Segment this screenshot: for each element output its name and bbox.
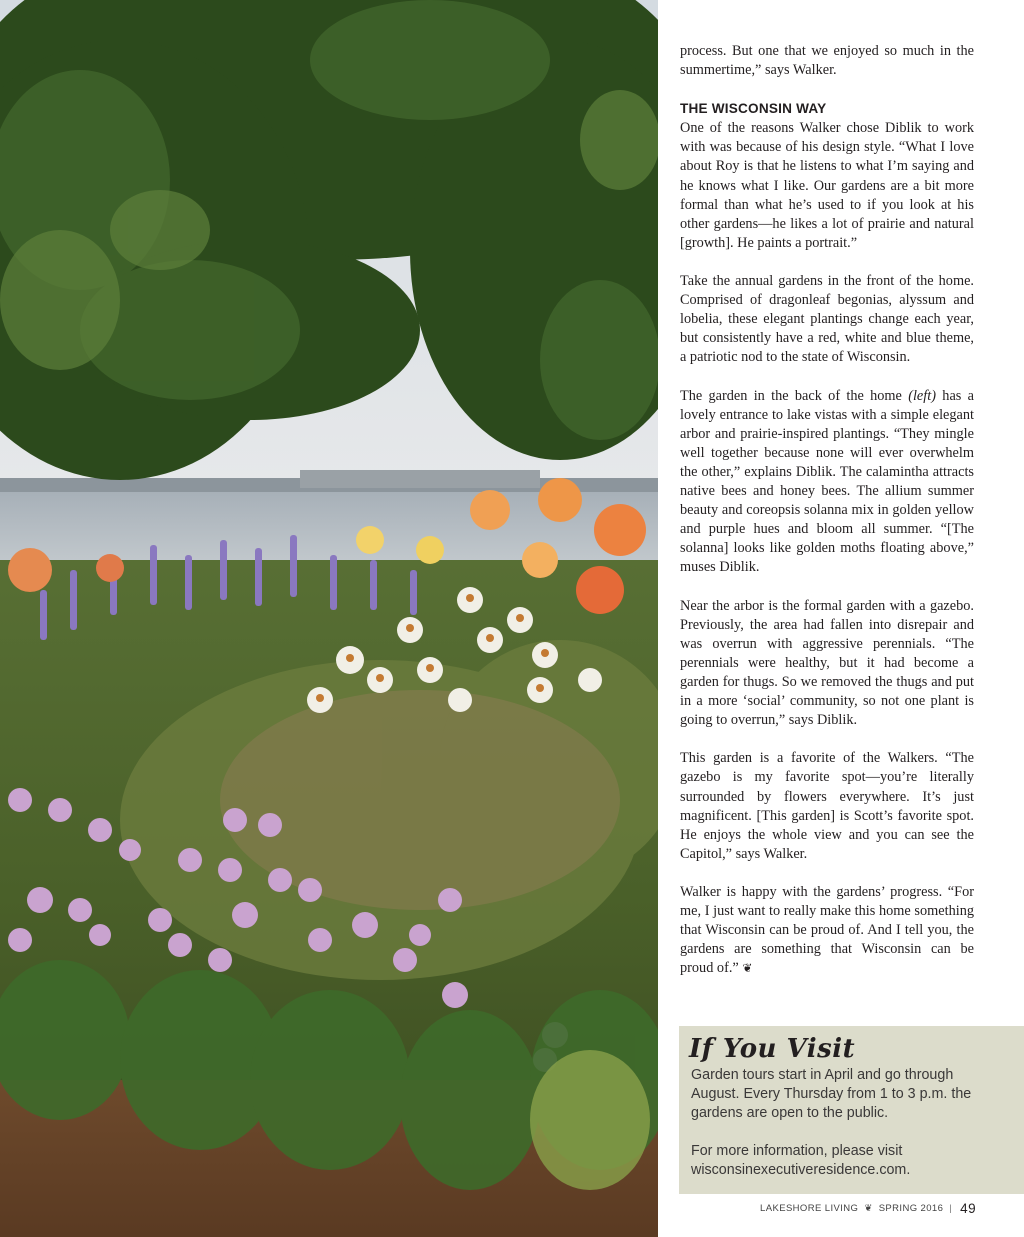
visit-title: If You Visit	[689, 1034, 856, 1064]
visit-sidebar	[679, 1026, 1024, 1194]
article-text: has a lovely entrance to lake vistas with a simple elegant arbor and prairie-inspired plantings. “They mingle well together because none will ever overwhelm the other,” explains Diblik. The calamintha attracts native bees and honey bees. The allium summer beauty and coreopsis solanna mix in golden yellow and purple hues and bloom all summer. “[The solanna] looks like golden moths floating above,” muses Diblik.	[680, 387, 974, 576]
article-paragraph	[680, 387, 974, 578]
publication-name: LAKESHORE LIVING	[760, 1203, 859, 1214]
article-paragraph: Take the annual gardens in the front of the home. Comprised of dragonleaf begonias, alyssum and lobelia, these elegant plantings change each year, but consistently have a red, white and blue theme, a patriotic nod to the state of Wisconsin.	[680, 273, 974, 366]
section-heading: THE WISCONSIN WAY	[680, 101, 827, 117]
visit-text	[691, 1066, 991, 1199]
issue-label: SPRING 2016	[878, 1203, 944, 1214]
article-paragraph: One of the reasons Walker chose Diblik to work with was because of his design style. “What I love about Roy is that he listens to what I’m saying and he knows what I like. Our gardens are a bit more formal than what he’s used to if you look at his other gardens—he likes a lot of prairie and natural [growth]. He paints a portrait.”	[680, 120, 974, 251]
photo-reference: (left)	[908, 387, 936, 404]
article-paragraph: Near the arbor is the formal garden with a gazebo. Previously, the area had fallen into disrepair and was overrun with aggressive perennials. “The perennials were healthy, but it had become a garden for thugs. So we removed the thugs and put in a more ‘social’ community, so not one plant is going to overrun,” says Diblik.	[680, 597, 974, 729]
page-footer	[760, 1201, 976, 1216]
article-text: The garden in the back of the home	[680, 387, 909, 404]
article-paragraph: This garden is a favorite of the Walkers. “The gazebo is my favorite spot—you’re literally surrounded by flowers everywhere. It’s just magnificent. [This garden] is Scott’s favorite spot. He enjoys the whole view and you can see the Capitol,” says Walker.	[680, 750, 974, 862]
page-number: 49	[960, 1201, 976, 1216]
article-paragraph-final	[680, 883, 974, 978]
article-column	[680, 42, 974, 998]
visit-paragraph: For more information, please visit wisconsinexecutiveresidence.com.	[691, 1143, 911, 1178]
footer-separator: |	[949, 1203, 953, 1214]
visit-paragraph: Garden tours start in April and go through August. Every Thursday from 1 to 3 p.m. the gardens are open to the public.	[691, 1067, 972, 1121]
article-text: Walker is happy with the gardens’ progress. “For me, I just want to really make this home something that Wisconsin can be proud of. And I tell you, the gardens are something that Wisconsin can be proud of.”	[680, 884, 974, 977]
article-paragraph-continued: process. But one that we enjoyed so much in the summertime,” says Walker.	[680, 43, 974, 79]
fleuron-icon: ❦	[864, 1203, 873, 1214]
end-mark-icon: ❦	[742, 961, 753, 976]
